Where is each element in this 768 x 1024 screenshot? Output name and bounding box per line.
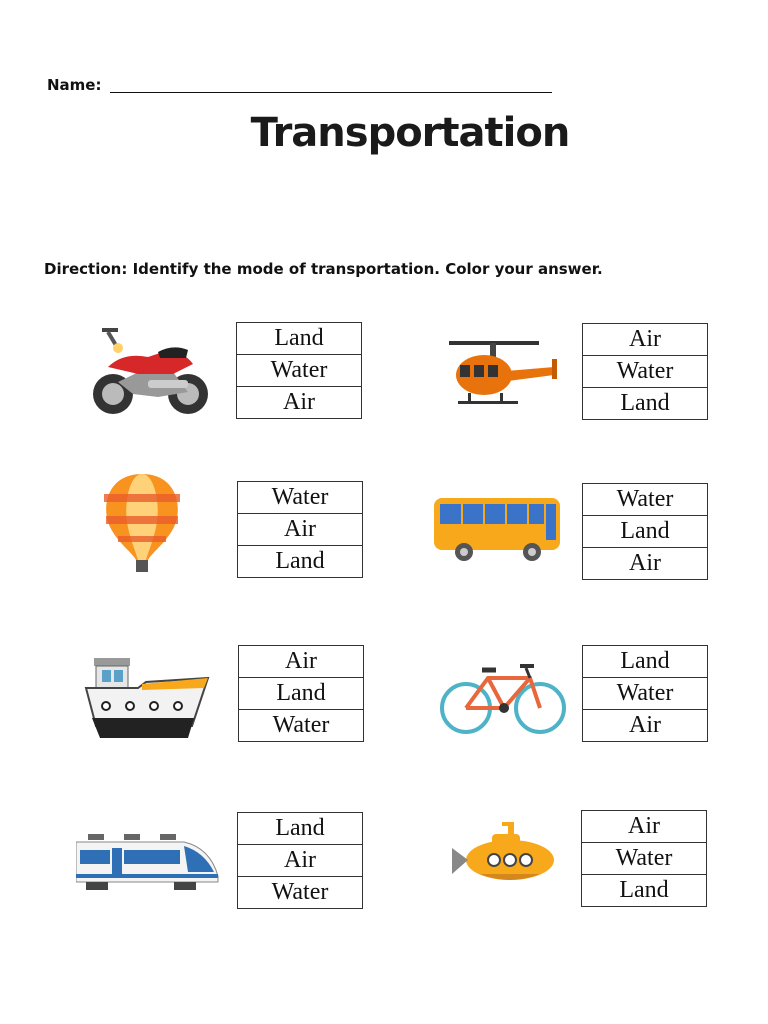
bus-icon <box>432 492 564 566</box>
bicycle-icon <box>438 656 568 738</box>
submarine-icon <box>450 820 558 888</box>
answer-option[interactable]: Air <box>583 547 707 579</box>
answer-option[interactable]: Air <box>583 709 707 741</box>
answer-option[interactable]: Water <box>239 709 363 741</box>
answer-option[interactable]: Air <box>238 844 362 876</box>
answer-option[interactable]: Air <box>237 386 361 418</box>
answer-option[interactable]: Land <box>238 545 362 577</box>
helicopter-icon <box>444 335 564 415</box>
answer-option[interactable]: Water <box>582 842 706 874</box>
answer-box <box>582 323 708 420</box>
name-blank-line[interactable] <box>110 92 552 93</box>
answer-option[interactable]: Water <box>271 484 329 510</box>
answer-option[interactable]: Air <box>628 813 660 839</box>
answer-option[interactable]: Land <box>582 874 706 906</box>
answer-option[interactable]: Water <box>583 355 707 387</box>
page-title: Transportation <box>250 110 570 156</box>
answer-box <box>581 810 707 907</box>
answer-option[interactable]: Water <box>616 486 674 512</box>
answer-option[interactable]: Air <box>285 648 317 674</box>
answer-option[interactable]: Land <box>275 815 325 841</box>
answer-box <box>236 322 362 419</box>
direction-text: Direction: Identify the mode of transportation. Color your answer. <box>44 260 603 278</box>
answer-option[interactable]: Land <box>583 387 707 419</box>
hot-air-balloon-icon <box>100 472 184 578</box>
train-icon <box>76 834 220 892</box>
answer-option[interactable]: Land <box>274 325 324 351</box>
answer-option[interactable]: Water <box>238 876 362 908</box>
answer-box <box>237 481 363 578</box>
answer-option[interactable]: Water <box>237 354 361 386</box>
answer-option[interactable]: Air <box>238 513 362 545</box>
ship-icon <box>82 656 212 742</box>
answer-option[interactable]: Water <box>583 677 707 709</box>
answer-option[interactable]: Land <box>620 648 670 674</box>
answer-box <box>582 483 708 580</box>
answer-option[interactable]: Air <box>629 326 661 352</box>
name-label: Name: <box>47 76 102 94</box>
answer-box <box>238 645 364 742</box>
answer-box <box>237 812 363 909</box>
answer-option[interactable]: Land <box>239 677 363 709</box>
answer-box <box>582 645 708 742</box>
motorcycle-icon <box>88 322 213 422</box>
answer-option[interactable]: Land <box>583 515 707 547</box>
